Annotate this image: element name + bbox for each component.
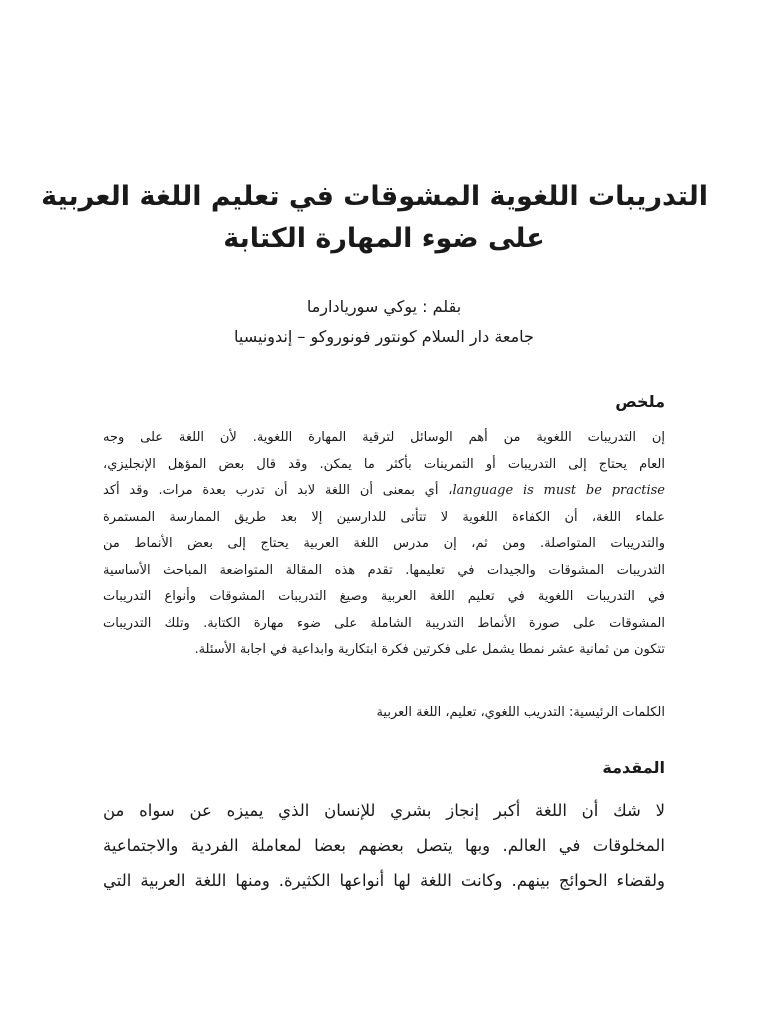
abstract-line: في التدريبات اللغوية في تعليم اللغة العربية وصيغ التدريبات المشوقات وأنواع التدريبات [103,589,665,604]
abstract-heading: ملخص [615,392,665,411]
title-line-2: على ضوء المهارة الكتابة [223,223,545,254]
intro-line: المخلوقات في العالم. وبها يتصل بعضهم بعضا لمعاملة الفردية والاجتماعية [103,836,665,855]
author-block [60,292,708,352]
keywords: الكلمات الرئيسية: التدريب اللغوي، تعليم، اللغة العربية [376,705,665,720]
intro-heading: المقدمة [602,758,665,777]
abstract-line: إن التدريبات اللغوية من أهم الوسائل لترقية المهارة اللغوية. لأن اللغة على وجه [103,430,665,445]
abstract-line: language is must be practise، أي بمعنى أن اللغة لابد أن تدرب بعدة مرات. وقد أكد [103,483,665,498]
abstract-line: والتدريبات المتواصلة. ومن ثم، إن مدرس اللغة العربية يحتاج إلى بعض الأنماط من [103,536,665,551]
abstract-line-3-text: أي بمعنى أن اللغة لابد أن تدرب بعدة مرات. وقد أكد [103,483,439,498]
abstract-line: العام يحتاج إلى التدريبات أو التمرينات بأكثر ما يمكن. وقد قال بعض المؤهل الإنجليزي، [103,456,665,472]
title-line-1: التدريبات اللغوية المشوقات في تعليم اللغة العربية [41,181,708,212]
intro-line: لا شك أن اللغة أكبر إنجاز بشري للإنسان الذي يميزه عن سواه من [103,801,665,820]
abstract-body [103,425,665,664]
abstract-line: تتكون من ثمانية عشر نمطا يشمل على فكرتين فكرة ابتكارية وابداعية في اجابة الأسئلة. [194,642,665,657]
abstract-line: المشوقات على صورة الأنماط التدريبة الشاملة على ضوء مهارة الكتابة. وتلك التدريبات [103,615,665,631]
intro-body [103,793,665,898]
author-byline: بقلم : يوكي سوريادارما [306,297,462,316]
intro-line: ولقضاء الحوائج بينهم. وكانت اللغة لها أنواعها الكثيرة. ومنها اللغة العربية التي [103,871,665,890]
abstract-line: التدريبات المشوقات والجيدات في تعليمها. تقدم هذه المقالة المتواضعة المباحث الأساسية [103,562,665,578]
author-affiliation: جامعة دار السلام كونتور فونوروكو – إندونيسيا [234,327,534,346]
english-quote: language is must be practise [452,483,665,498]
abstract-line: علماء اللغة، أن الكفاءة اللغوية لا تتأتى للدارسين إلا بعد طريق الممارسة المستمرة [103,509,665,525]
paper-title [41,176,708,260]
